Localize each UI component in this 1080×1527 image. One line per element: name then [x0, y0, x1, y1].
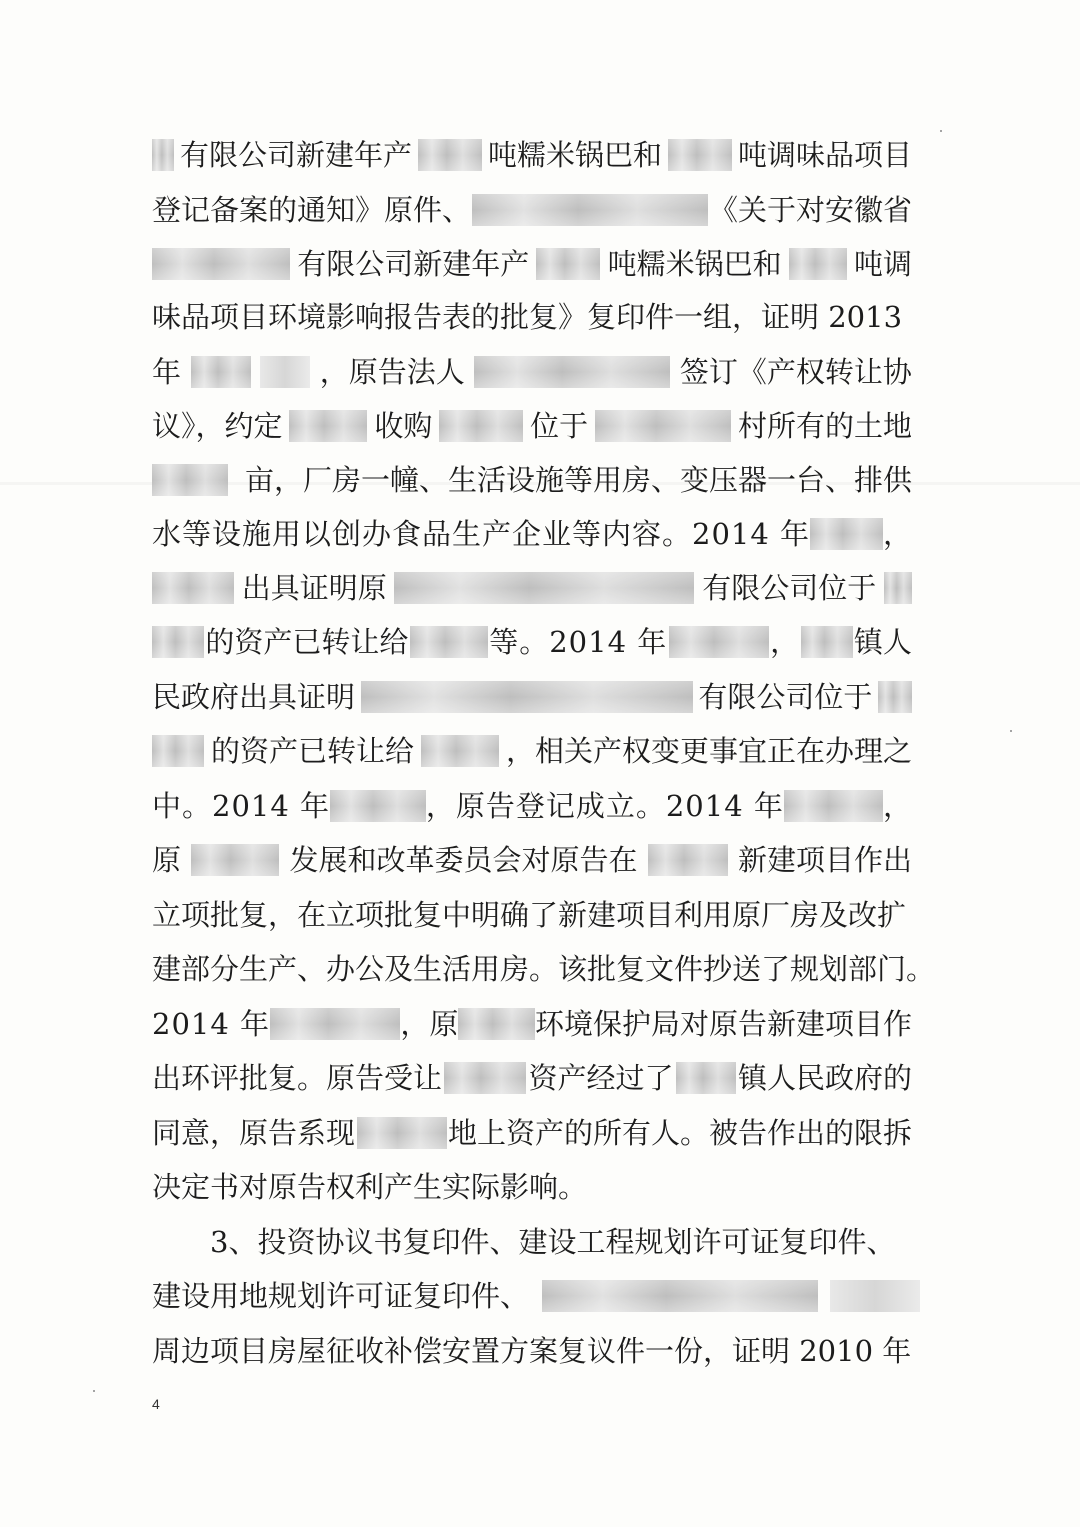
- text-line: [152, 1113, 912, 1153]
- redaction: [270, 1008, 400, 1040]
- text-segment: 有限公司位于: [702, 571, 877, 605]
- redaction: [152, 139, 174, 171]
- text-segment: 民政府出具证明: [152, 680, 356, 714]
- redaction: [884, 572, 912, 604]
- text-segment: 建设用地规划许可证复印件、: [152, 1279, 530, 1313]
- text-line: [152, 406, 912, 446]
- redaction: [410, 626, 488, 658]
- text-line: [152, 568, 912, 608]
- text-segment: 原: [152, 843, 182, 877]
- redaction: [472, 194, 708, 226]
- text-segment: 等。2014 年: [489, 625, 668, 659]
- text-segment: 签订《产权转让协: [679, 355, 912, 389]
- redaction: [191, 356, 251, 388]
- text-segment: ，: [882, 517, 912, 551]
- text-segment: 地上资产的所有人。被告作出的限拆: [447, 1116, 912, 1150]
- text-segment: 位于: [530, 409, 589, 443]
- text-segment: 同意，原告系现: [152, 1116, 356, 1150]
- text-segment: 出环评批复。原告受让: [152, 1061, 443, 1095]
- redaction: [789, 248, 847, 280]
- text-line: [152, 352, 912, 392]
- text-segment: 周边项目房屋征收补偿安置方案复议件一份，证明 2010 年: [152, 1334, 912, 1368]
- text-line: [152, 244, 912, 284]
- text-line: [210, 1222, 912, 1262]
- redaction: [152, 248, 290, 280]
- redaction: [801, 626, 853, 658]
- text-segment: 3、投资协议书复印件、建设工程规划许可证复印件、: [210, 1225, 896, 1259]
- text-segment: 吨糯米锅巴和: [487, 138, 662, 172]
- redaction: [191, 844, 279, 876]
- text-line: [152, 1276, 920, 1316]
- redaction: [361, 681, 693, 713]
- text-line: [152, 786, 912, 826]
- text-segment: 发展和改革委员会对原告在: [289, 843, 638, 877]
- text-segment: 水等设施用以创办食品生产企业等内容。2014 年: [152, 517, 811, 551]
- text-segment: 2014 年: [152, 1007, 271, 1041]
- text-line: [152, 1004, 912, 1044]
- text-segment: 中。2014 年: [152, 789, 331, 823]
- text-line: [152, 1058, 912, 1098]
- redaction: [394, 572, 694, 604]
- redaction: [669, 626, 769, 658]
- text-line: [152, 840, 912, 880]
- scan-speck: [1010, 730, 1012, 732]
- text-line: [152, 895, 912, 935]
- redaction: [152, 735, 204, 767]
- redaction: [810, 518, 883, 550]
- text-segment: ，: [882, 789, 912, 823]
- text-segment: 吨调味品项目: [737, 138, 912, 172]
- text-segment: 味品项目环境影响报告表的批复》复印件一组，证明 2013: [152, 300, 903, 334]
- redaction: [784, 790, 883, 822]
- text-line: [152, 677, 912, 717]
- text-segment: ，原告法人: [319, 355, 465, 389]
- redaction: [418, 139, 482, 171]
- redaction: [668, 139, 732, 171]
- text-segment: ，: [770, 625, 800, 659]
- redaction: [152, 464, 228, 496]
- text-segment: 吨糯米锅巴和: [607, 247, 782, 281]
- text-segment: 资产经过了: [528, 1061, 674, 1095]
- text-line: [152, 297, 912, 337]
- text-segment: 的资产已转让给: [205, 625, 409, 659]
- redaction: [421, 735, 499, 767]
- text-segment: 决定书对原告权利产生实际影响。: [152, 1170, 588, 1204]
- text-segment: 有限公司新建年产: [179, 138, 412, 172]
- text-segment: 议》，约定: [152, 409, 283, 443]
- text-segment: 立项批复，在立项批复中明确了新建项目利用原厂房及改扩: [152, 898, 907, 932]
- text-segment: 新建项目作出: [737, 843, 912, 877]
- redaction: [542, 1280, 818, 1312]
- text-segment: 镇人民政府的: [737, 1061, 912, 1095]
- text-line: [152, 460, 912, 500]
- redaction: [676, 1062, 736, 1094]
- redaction: [439, 410, 523, 442]
- redaction: [330, 790, 426, 822]
- text-segment: 镇人: [853, 625, 912, 659]
- text-segment: ，原告登记成立。2014 年: [425, 789, 784, 823]
- redaction: [595, 410, 731, 442]
- text-line: [152, 135, 912, 175]
- text-segment: 建部分生产、办公及生活用房。该批复文件抄送了规划部门。: [152, 952, 936, 986]
- text-segment: 有限公司新建年产: [297, 247, 530, 281]
- text-segment: 收购: [374, 409, 433, 443]
- text-segment: 村所有的土地: [737, 409, 912, 443]
- text-segment: ，原: [400, 1007, 459, 1041]
- redaction: [536, 248, 600, 280]
- text-line: [152, 622, 912, 662]
- redaction: [260, 356, 310, 388]
- text-segment: 的资产已转让给: [210, 734, 414, 768]
- text-segment: 《关于对安徽省: [708, 193, 912, 227]
- text-segment: 年: [152, 355, 182, 389]
- scan-speck: [940, 130, 942, 132]
- redaction: [830, 1280, 920, 1312]
- text-line: [152, 514, 912, 554]
- redaction: [878, 681, 912, 713]
- page-number: 4: [152, 1396, 160, 1412]
- text-line: [152, 1331, 912, 1371]
- text-segment: 登记备案的通知》原件、: [152, 193, 472, 227]
- redaction: [152, 572, 234, 604]
- text-line: [152, 949, 936, 989]
- redaction: [444, 1062, 526, 1094]
- text-segment: 环境保护局对原告新建项目作: [534, 1007, 912, 1041]
- text-line: [152, 1167, 912, 1207]
- text-segment: 有限公司位于: [698, 680, 873, 714]
- redaction: [357, 1117, 447, 1149]
- redaction: [152, 626, 204, 658]
- text-segment: 吨调: [853, 247, 912, 281]
- text-line: [152, 731, 912, 771]
- scan-speck: [93, 1390, 95, 1392]
- redaction: [458, 1008, 535, 1040]
- redaction: [648, 844, 728, 876]
- text-line: [152, 190, 912, 230]
- redaction: [289, 410, 367, 442]
- text-segment: 出具证明原: [241, 571, 387, 605]
- text-segment: 亩，厂房一幢、生活设施等用房、变压器一台、排供: [244, 463, 912, 497]
- redaction: [474, 356, 670, 388]
- text-segment: ，相关产权变更事宜正在办理之: [505, 734, 912, 768]
